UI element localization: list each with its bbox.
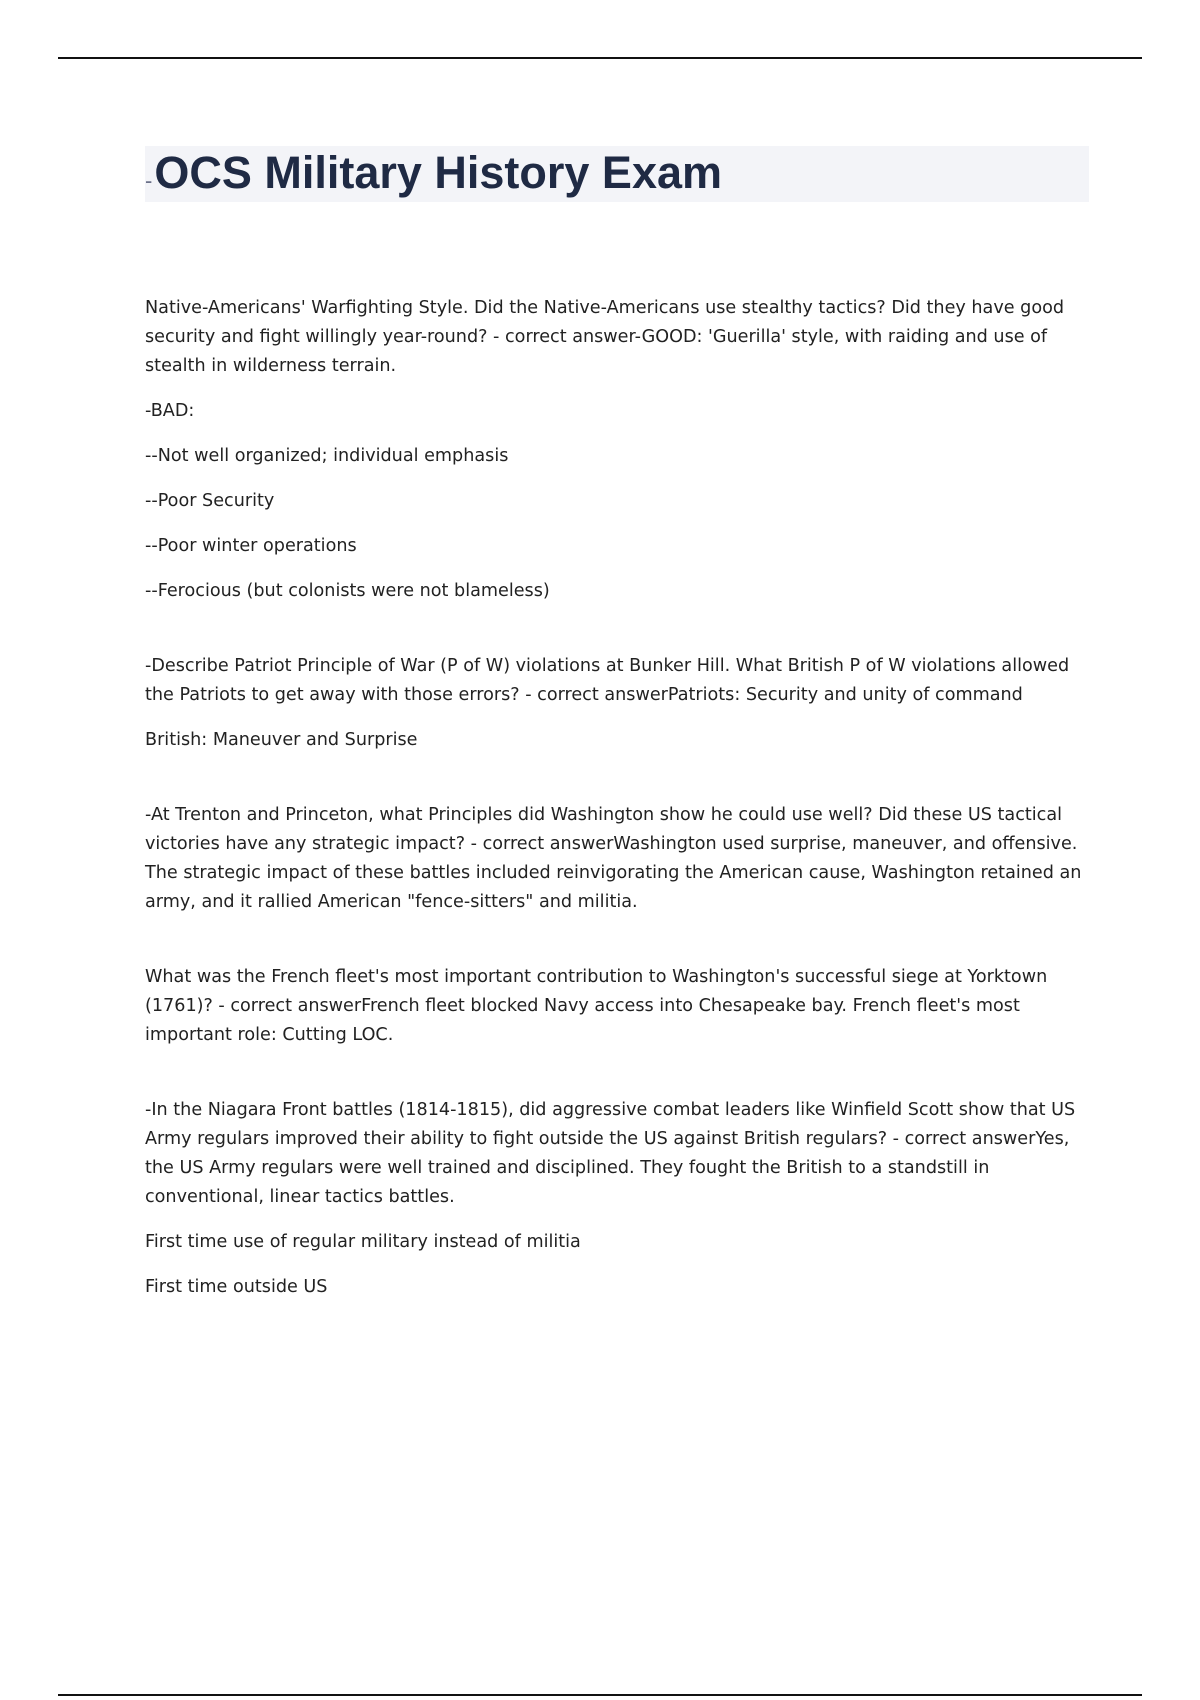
qa-answer-line: --Poor winter operations <box>145 536 357 556</box>
footer-rule <box>58 1694 1142 1696</box>
qa-answer-line: --Not well organized; individual emphasis <box>145 446 509 466</box>
qa-answer-line: --Poor Security <box>145 491 275 511</box>
title-text: OCS Military History Exam <box>154 147 723 198</box>
qa-answer-line: -BAD: <box>145 401 195 421</box>
qa-question: -Describe Patriot Principle of War (P of W) violations at Bunker Hill. What British P of W violations allowed the Patriots to get away with those errors? - correct answerPatriots: Security and unity of command <box>145 656 1070 705</box>
qa-block <box>145 652 1095 755</box>
qa-question: Native-Americans' Warfighting Style. Did the Native-Americans use stealthy tactics? Did they have good security and fight willingly year-round? - correct answer-GOOD: 'Guerilla' style, with raiding and use of stealth in wilderness terrain. <box>145 298 1065 376</box>
qa-answer-line: First time outside US <box>145 1277 328 1297</box>
qa-question: -At Trenton and Princeton, what Principles did Washington show he could use well? Did these US tactical victories have any strategic impact? - correct answerWashington used surprise, maneuver, and offensive. The strategic impact of these battles included reinvigorating the American cause, Washington retained an army, and it rallied American "fence-sitters" and militia. <box>145 805 1082 912</box>
title-prefix: - <box>145 168 153 193</box>
qa-answer-line: First time use of regular military instead of militia <box>145 1232 581 1252</box>
qa-question: What was the French fleet's most important contribution to Washington's successful siege at Yorktown (1761)? - correct answerFrench fleet blocked Navy access into Chesapeake bay. French fleet's most important role: Cutting LOC. <box>145 967 1048 1045</box>
header-rule <box>58 57 1142 59</box>
qa-question: -In the Niagara Front battles (1814-1815), did aggressive combat leaders like Winfield Scott show that US Army regulars improved their ability to fight outside the US against British regulars? - correct answerYes, the US Army regulars were well trained and disciplined. They fought the British to a standstill in conventional, linear tactics battles. <box>145 1100 1076 1207</box>
document-body <box>145 294 1095 1318</box>
qa-answer-line: British: Maneuver and Surprise <box>145 730 418 750</box>
qa-answer-line: --Ferocious (but colonists were not blameless) <box>145 581 550 601</box>
qa-block <box>145 1096 1095 1302</box>
qa-block <box>145 963 1095 1050</box>
qa-block <box>145 294 1095 606</box>
page-title <box>145 143 722 211</box>
qa-block <box>145 801 1095 917</box>
